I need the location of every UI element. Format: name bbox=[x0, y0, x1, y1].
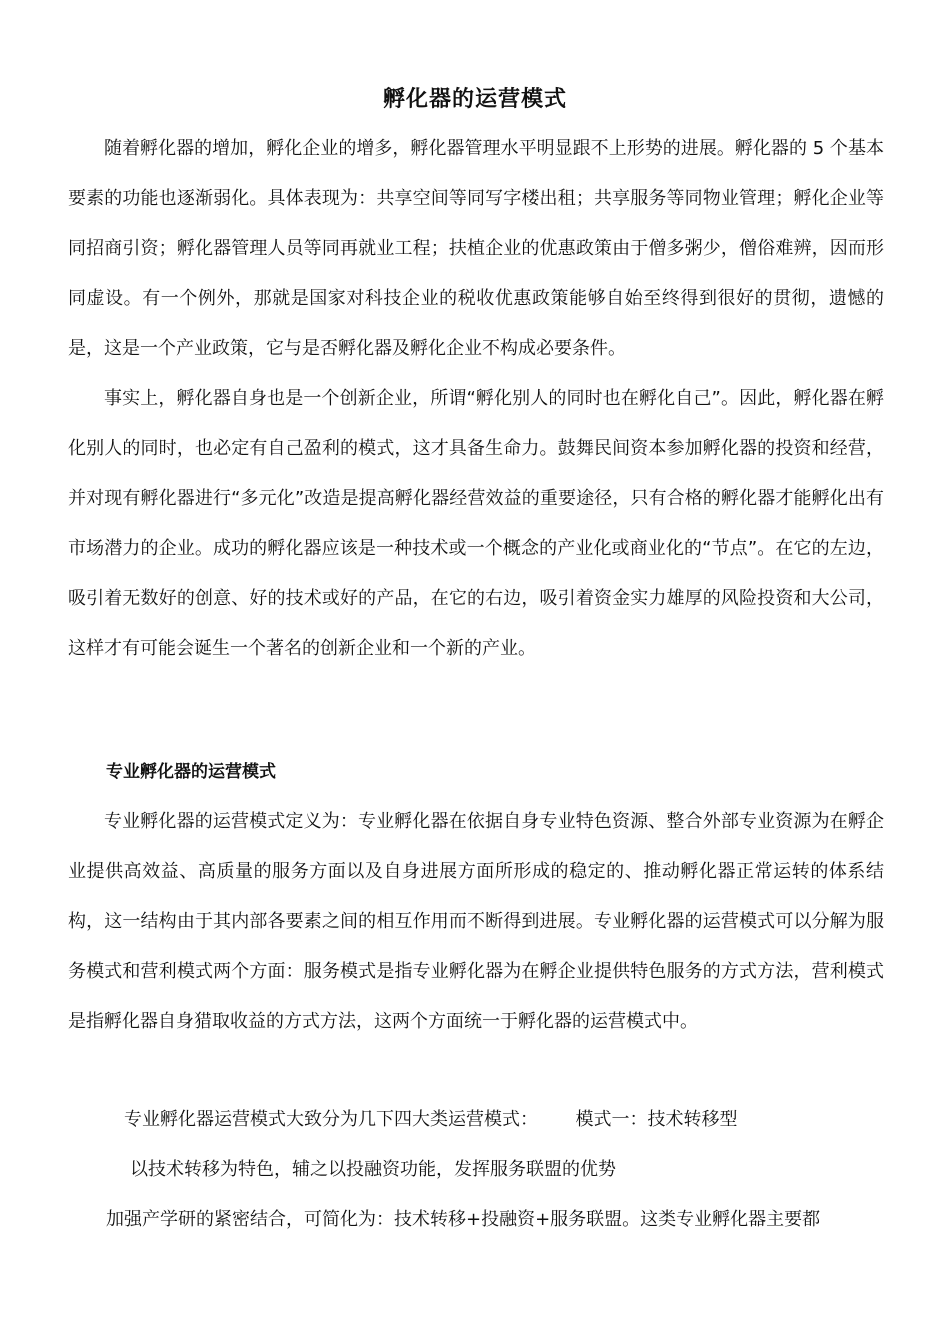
innovation-paragraph: 事实上，孵化器自身也是一个创新企业，所谓“孵化别人的同时也在孵化自己”。因此，孵化器在孵化别人的同时，也必定有自己盈利的模式，这才具备生命力。鼓舞民间资本参加孵化器的投资和经营，并对现有孵化器进行“多元化”改造是提高孵化器经营效益的重要途径，只有合格的孵化器才能孵化出有市场潜力的企业。成功的孵化器应该是一种技术或一个概念的产业化或商业化的“节点”。在它的左边，吸引着无数好的创意、好的技术或好的产品，在它的右边，吸引着资金实力雄厚的风险投资和大公司，这样才有可能会诞生一个著名的创新企业和一个新的产业。 bbox=[68, 388, 884, 659]
mode-one-detail: 加强产学研的紧密结合，可简化为：技术转移+投融资+服务联盟。这类专业孵化器主要都 bbox=[106, 1209, 821, 1230]
document-title: 孵化器的运营模式 bbox=[382, 87, 567, 112]
categories-intro-text: 专业孵化器运营模式大致分为几下四大类运营模式： bbox=[124, 1109, 538, 1130]
definition-paragraph: 专业孵化器的运营模式定义为：专业孵化器在依据自身专业特色资源、整合外部专业资源为在孵企业提供高效益、高质量的服务方面以及自身进展方面所形成的稳定的、推动孵化器正常运转的体系结构，这一结构由于其内部各要素之间的相互作用而不断得到进展。专业孵化器的运营模式可以分解为服务模式和营利模式两个方面：服务模式是指专业孵化器为在孵企业提供特色服务的方式方法，营利模式是指孵化器自身猎取收益的方式方法，这两个方面统一于孵化器的运营模式中。 bbox=[68, 811, 884, 1032]
intro-paragraph: 随着孵化器的增加，孵化企业的增多，孵化器管理水平明显跟不上形势的进展。孵化器的 5 个基本要素的功能也逐渐弱化。具体表现为：共享空间等同写字楼出租；共享服务等同物业管理；孵化企业等同招商引资；孵化器管理人员等同再就业工程；扶植企业的优惠政策由于僧多粥少，僧俗难辨，因而形同虚设。有一个例外，那就是国家对科技企业的税收优惠政策能够自始至终得到很好的贯彻，遗憾的是，这是一个产业政策，它与是否孵化器及孵化企业不构成必要条件。 bbox=[68, 138, 884, 359]
section-heading: 专业孵化器的运营模式 bbox=[106, 762, 276, 782]
mode-one-label: 模式一：技术转移型 bbox=[575, 1109, 738, 1130]
mode-one-feature: 以技术转移为特色，辅之以投融资功能，发挥服务联盟的优势 bbox=[130, 1159, 616, 1180]
categories-intro bbox=[124, 1105, 737, 1135]
